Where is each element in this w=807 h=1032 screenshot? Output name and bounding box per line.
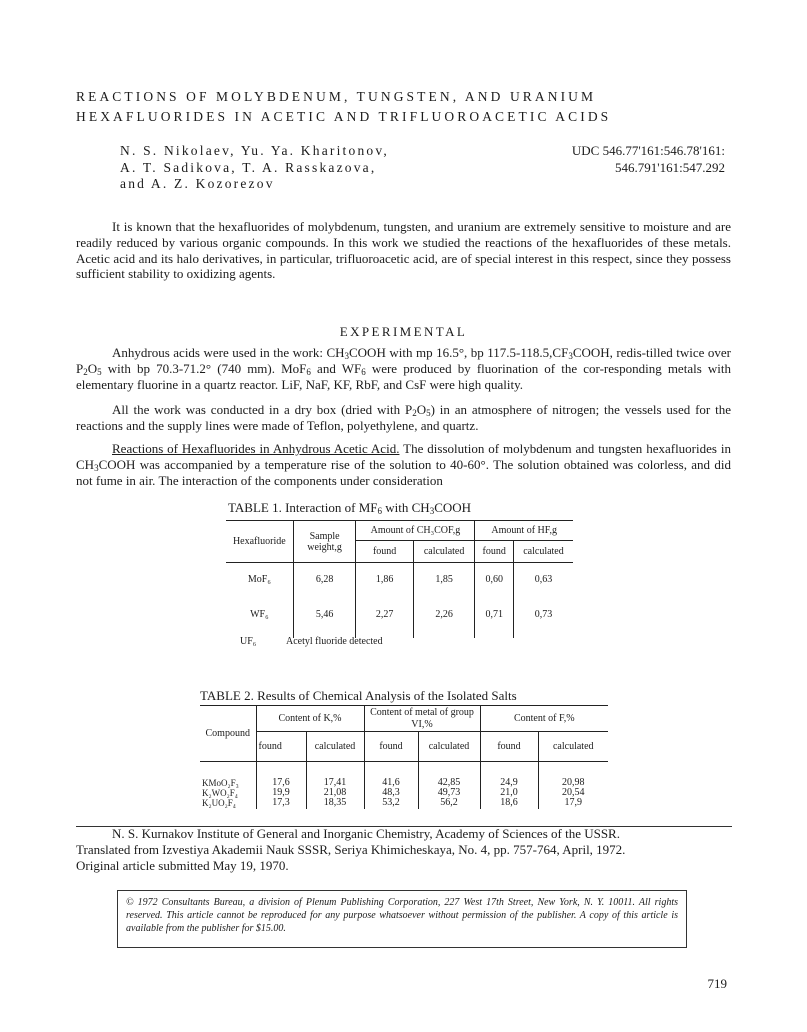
subheader-calculated: calculated bbox=[413, 541, 475, 563]
subheader-calculated: calculated bbox=[538, 732, 608, 762]
subheader-calculated: calculated bbox=[418, 732, 480, 762]
header-compound: Compound bbox=[200, 706, 256, 762]
article-title-line-1: REACTIONS OF MOLYBDENUM, TUNGSTEN, AND URANIUM bbox=[76, 89, 597, 104]
subheader-calculated: calculated bbox=[513, 541, 573, 563]
experimental-heading: EXPERIMENTAL bbox=[339, 324, 468, 339]
author-list bbox=[120, 143, 389, 193]
subheader-found: found bbox=[256, 732, 306, 762]
table1-caption: TABLE 1. Interaction of $MF_6$ with $CH_3COOH$ bbox=[228, 500, 472, 516]
udc-code bbox=[572, 143, 725, 176]
table1-uf6-label: UF₆ bbox=[240, 636, 257, 647]
intro-paragraph: It is known that the hexafluorides of molybdenum, tungsten, and uranium are extremely sensitive to moisture and are readily reduced by various organic compounds. In this work we studied the reactions of the hexafluorides of these metals. Acetic acid and its halo derivatives, in particular, trifluoroacetic acid, are of special interest in this respect, since they possess sufficient stability to oxidizing agents. bbox=[76, 219, 731, 282]
table2 bbox=[200, 705, 608, 809]
subheader-found: found bbox=[356, 541, 413, 563]
author-line: and A. Z. Kozorezov bbox=[120, 176, 275, 191]
table-row: K₂UO₂F₄ 17,3 18,35 53,2 56,2 18,6 17,9 bbox=[202, 797, 582, 808]
page-number: 719 bbox=[707, 976, 727, 991]
subsection-heading: Reactions of Hexafluorides in Anhydrous Acetic Acid. bbox=[112, 441, 400, 456]
institute-line: N. S. Kurnakov Institute of General and Inorganic Chemistry, Academy of Sciences of the USSR. bbox=[112, 826, 620, 841]
author-line: A. T. Sadikova, T. A. Rasskazova, bbox=[120, 159, 377, 175]
header-hf: Amount of HF,g bbox=[475, 521, 573, 541]
table-row: MoF₆ 6,28 1,86 1,85 0,60 0,63 bbox=[226, 563, 573, 596]
reactions-paragraph: Reactions of Hexafluorides in Anhydrous Acetic Acid. The dissolution of molybdenum and tungsten hexafluorides in $CH_3COOH$ was accompanied by a temperature rise of the solution to 40-60°. The solution obtained was colorless, and did not fume in air. The interaction of the components under consideration bbox=[76, 441, 731, 488]
table1 bbox=[226, 520, 573, 638]
header-hexafluoride: Hexafluoride bbox=[226, 521, 293, 563]
header-sample-weight: Sample weight,g bbox=[293, 521, 356, 563]
table-row: WF₆ 5,46 2,27 2,26 0,71 0,73 bbox=[226, 596, 573, 634]
procedure-paragraph: All the work was conducted in a dry box (dried with $P_2O_5$) in an atmosphere of nitrogen; the vessels used for the reactions and the supply lines were made of Teflon, polyethylene, and quartz. bbox=[76, 402, 731, 433]
table-row: KMoO₂F₃ 17,6 17,41 41,6 42,85 24,9 20,98 bbox=[202, 776, 585, 788]
udc-line: 546.791'161:547.292 bbox=[615, 159, 725, 175]
footnote bbox=[76, 826, 736, 874]
header-ch3cof: Amount of CH₃COF,g bbox=[356, 521, 475, 541]
copyright-notice: © 1972 Consultants Bureau, a division of Plenum Publishing Corporation, 227 West 17th Street, New York, N. Y. 10011. All rights reserved. This article cannot be reproduced for any purpose whatsoever without permission of the publisher. A copy of this article is available from the publisher for $15.00. bbox=[117, 890, 687, 948]
table2-caption: TABLE 2. Results of Chemical Analysis of the Isolated Salts bbox=[200, 688, 517, 703]
subheader-found: found bbox=[475, 541, 514, 563]
header-metal: Content of metal of group VI,% bbox=[364, 706, 480, 732]
submission-line: Original article submitted May 19, 1970. bbox=[76, 858, 289, 873]
header-k: Content of K,% bbox=[256, 706, 364, 732]
article-title-line-2: HEXAFLUORIDES IN ACETIC AND TRIFLUOROACETIC ACIDS bbox=[76, 109, 612, 124]
materials-paragraph: Anhydrous acids were used in the work: $CH_3COOH$ with mp 16.5°, bp $117.5-118.5,CF_3COOH$, redis-tilled twice over $P_2O_5$ with bp 70.3-71.2° (740 mm). MoF$_6$ and $WF_6$ were produced by fluorination of the cor-responding metals with elementary fluorine in a quartz reactor. LiF, NaF, KF, RbF, and CsF were high quality. bbox=[76, 345, 731, 392]
udc-line: UDC 546.77'161:546.78'161: bbox=[571, 143, 725, 158]
subheader-found: found bbox=[480, 732, 538, 762]
translation-line: Translated from Izvestiya Akademii Nauk SSSR, Seriya Khimicheskaya, No. 4, pp. 757-764, April, 1972. bbox=[76, 842, 626, 857]
table-row: K₂WO₂F₄ 19,9 21,08 48,3 49,73 21,0 20,54 bbox=[202, 786, 585, 798]
subheader-found: found bbox=[364, 732, 418, 762]
table1-uf6-note: Acetyl fluoride detected bbox=[286, 636, 383, 647]
subheader-calculated: calculated bbox=[306, 732, 364, 762]
header-f: Content of F,% bbox=[480, 706, 608, 732]
author-line: N. S. Nikolaev, Yu. Ya. Kharitonov, bbox=[120, 143, 389, 158]
